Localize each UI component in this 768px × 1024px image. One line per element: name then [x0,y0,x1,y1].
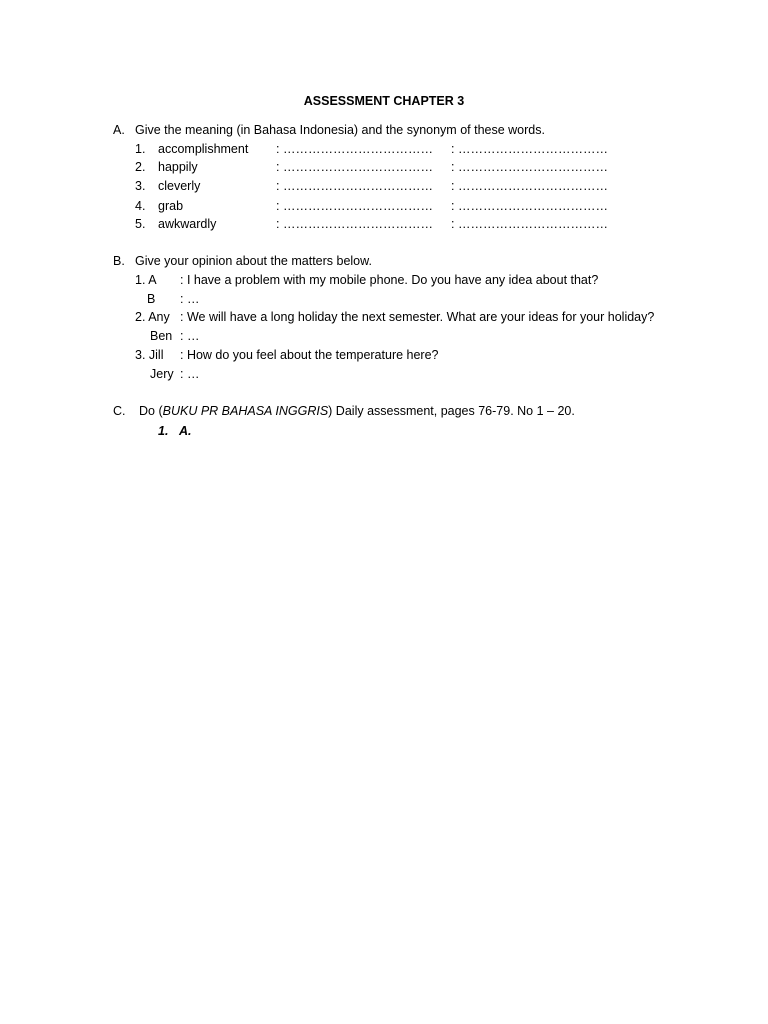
meaning-blank: : ……………………………… [276,142,433,156]
book-title: BUKU PR BAHASA INGGRIS [162,404,329,418]
sub-item-letter: A. [179,424,192,438]
dialogue-line: : … [180,329,200,343]
section-b-instruction: Give your opinion about the matters below. [135,254,372,268]
meaning-blank: : ……………………………… [276,160,433,174]
sub-item-number: 1. [158,424,169,438]
dialogue-speaker: B [147,292,156,306]
dialogue-line: : … [180,292,200,306]
item-number: 5. [135,217,146,231]
item-number: 3. [135,179,146,193]
section-c-text-pre: Do ( [139,404,163,418]
synonym-blank: : ……………………………… [451,217,608,231]
item-number: 1. [135,142,146,156]
item-number: 4. [135,199,146,213]
dialogue-line: : I have a problem with my mobile phone. Do you have any idea about that? [180,273,599,287]
synonym-blank: : ……………………………… [451,160,608,174]
item-word: cleverly [158,179,201,193]
dialogue-speaker: 2. Any [135,310,170,324]
meaning-blank: : ……………………………… [276,217,433,231]
section-b-letter: B. [113,254,125,268]
section-c-instruction [139,404,575,419]
section-a-letter: A. [113,123,125,137]
dialogue-line: : We will have a long holiday the next semester. What are your ideas for your holiday? [180,310,655,324]
section-a-instruction: Give the meaning (in Bahasa Indonesia) and the synonym of these words. [135,123,545,137]
page-title: ASSESSMENT CHAPTER 3 [303,94,465,108]
dialogue-line: : How do you feel about the temperature here? [180,348,439,362]
item-word: happily [158,160,198,174]
section-c-letter: C. [113,404,126,418]
synonym-blank: : ……………………………… [451,179,608,193]
synonym-blank: : ……………………………… [451,199,608,213]
dialogue-line: : … [180,367,200,381]
section-c-text-post: ) Daily assessment, pages 76-79. No 1 – 20. [328,404,575,418]
dialogue-speaker: Ben [150,329,173,343]
meaning-blank: : ……………………………… [276,179,433,193]
dialogue-speaker: Jery [150,367,174,381]
dialogue-speaker: 3. Jill [135,348,164,362]
dialogue-speaker: 1. A [135,273,157,287]
meaning-blank: : ……………………………… [276,199,433,213]
item-word: accomplishment [158,142,249,156]
synonym-blank: : ……………………………… [451,142,608,156]
item-number: 2. [135,160,146,174]
item-word: awkwardly [158,217,217,231]
item-word: grab [158,199,184,213]
